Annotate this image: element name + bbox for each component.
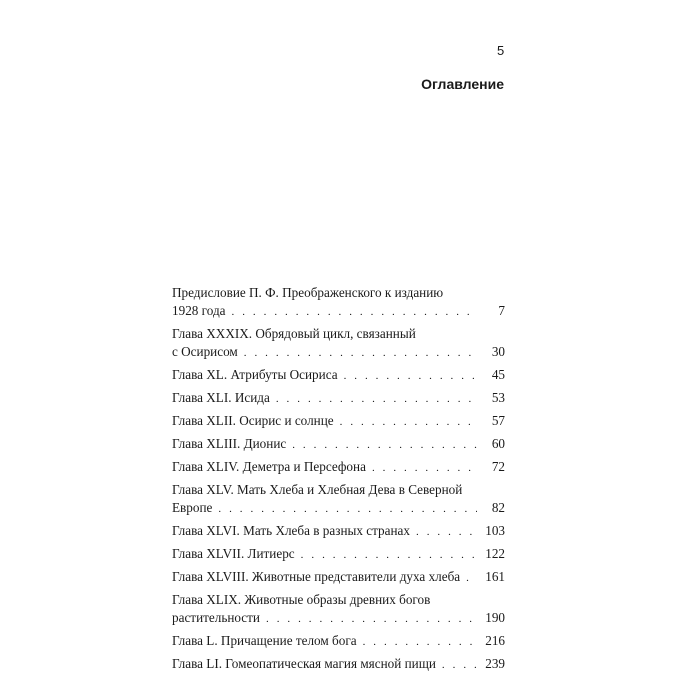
toc-entry: [172, 632, 505, 651]
toc-entry: [172, 389, 505, 408]
dot-leader: [292, 436, 477, 454]
toc-entry: [172, 568, 505, 587]
toc-entry: [172, 284, 505, 321]
dot-leader: [232, 303, 477, 321]
toc-entry-title: Глава XLV. Мать Хлеба и Хлебная Дева в Северной: [172, 482, 463, 497]
dot-leader: [372, 459, 477, 477]
toc-entry-title: с Осирисом: [172, 344, 238, 359]
toc-entry-title: Глава XLIII. Дионис: [172, 436, 287, 451]
toc-entry: [172, 325, 505, 362]
toc-entry: [172, 412, 505, 431]
toc-entry-page: 72: [491, 459, 505, 474]
dot-leader: [276, 390, 477, 408]
toc-heading: Оглавление: [421, 76, 504, 92]
toc-entry-page: 60: [491, 436, 505, 451]
dot-leader: [363, 633, 477, 651]
dot-leader: [244, 344, 477, 362]
toc-entry-title: Глава XXXIX. Обрядовый цикл, связанный: [172, 326, 416, 341]
dot-leader: [416, 523, 477, 541]
toc-entry: [172, 458, 505, 477]
toc-entry: [172, 435, 505, 454]
toc-entry-title: растительности: [172, 610, 260, 625]
toc-entry-title: Глава XLVIII. Животные представители духа хлеба: [172, 569, 461, 584]
toc-entry-title: Европе: [172, 500, 213, 515]
toc-entry-title: Глава XLI. Исида: [172, 390, 270, 405]
toc-entry-title: Предисловие П. Ф. Преображенского к изданию: [172, 285, 444, 300]
toc-entry-title: Глава L. Причащение телом бога: [172, 633, 357, 648]
toc-entry-title: 1928 года: [172, 303, 226, 318]
toc-entry-page: 53: [491, 390, 505, 405]
table-of-contents: [172, 284, 505, 678]
toc-entry-title: Глава XL. Атрибуты Осириса: [172, 367, 338, 382]
toc-entry-page: 216: [485, 633, 505, 648]
toc-entry-title: Глава XLII. Осирис и солнце: [172, 413, 334, 428]
toc-entry: [172, 366, 505, 385]
toc-entry-page: 30: [491, 344, 505, 359]
toc-entry-page: 82: [491, 500, 505, 515]
dot-leader: [218, 500, 477, 518]
dot-leader: [301, 546, 477, 564]
toc-entry: [172, 481, 505, 518]
toc-entry: [172, 591, 505, 628]
toc-entry-title: Глава XLIV. Деметра и Персефона: [172, 459, 366, 474]
toc-entry-page: 45: [491, 367, 505, 382]
toc-entry-title: Глава XLVII. Литиерс: [172, 546, 295, 561]
dot-leader: [344, 367, 477, 385]
toc-entry-page: 57: [491, 413, 505, 428]
toc-entry-page: 190: [485, 610, 505, 625]
dot-leader: [340, 413, 477, 431]
toc-entry-page: 161: [485, 569, 505, 584]
dot-leader: [442, 656, 477, 674]
page-number: 5: [497, 43, 505, 58]
toc-entry-page: 103: [485, 523, 505, 538]
toc-entry-title: Глава XLIX. Животные образы древних богов: [172, 592, 431, 607]
dot-leader: [266, 610, 477, 628]
toc-entry-page: 7: [498, 303, 505, 318]
dot-leader: [466, 569, 477, 587]
toc-entry: [172, 545, 505, 564]
toc-entry: [172, 655, 505, 674]
toc-entry-page: 239: [485, 656, 505, 671]
toc-entry-title: Глава LI. Гомеопатическая магия мясной пищи: [172, 656, 436, 671]
toc-entry-title: Глава XLVI. Мать Хлеба в разных странах: [172, 523, 410, 538]
toc-entry-page: 122: [485, 546, 505, 561]
toc-entry: [172, 522, 505, 541]
